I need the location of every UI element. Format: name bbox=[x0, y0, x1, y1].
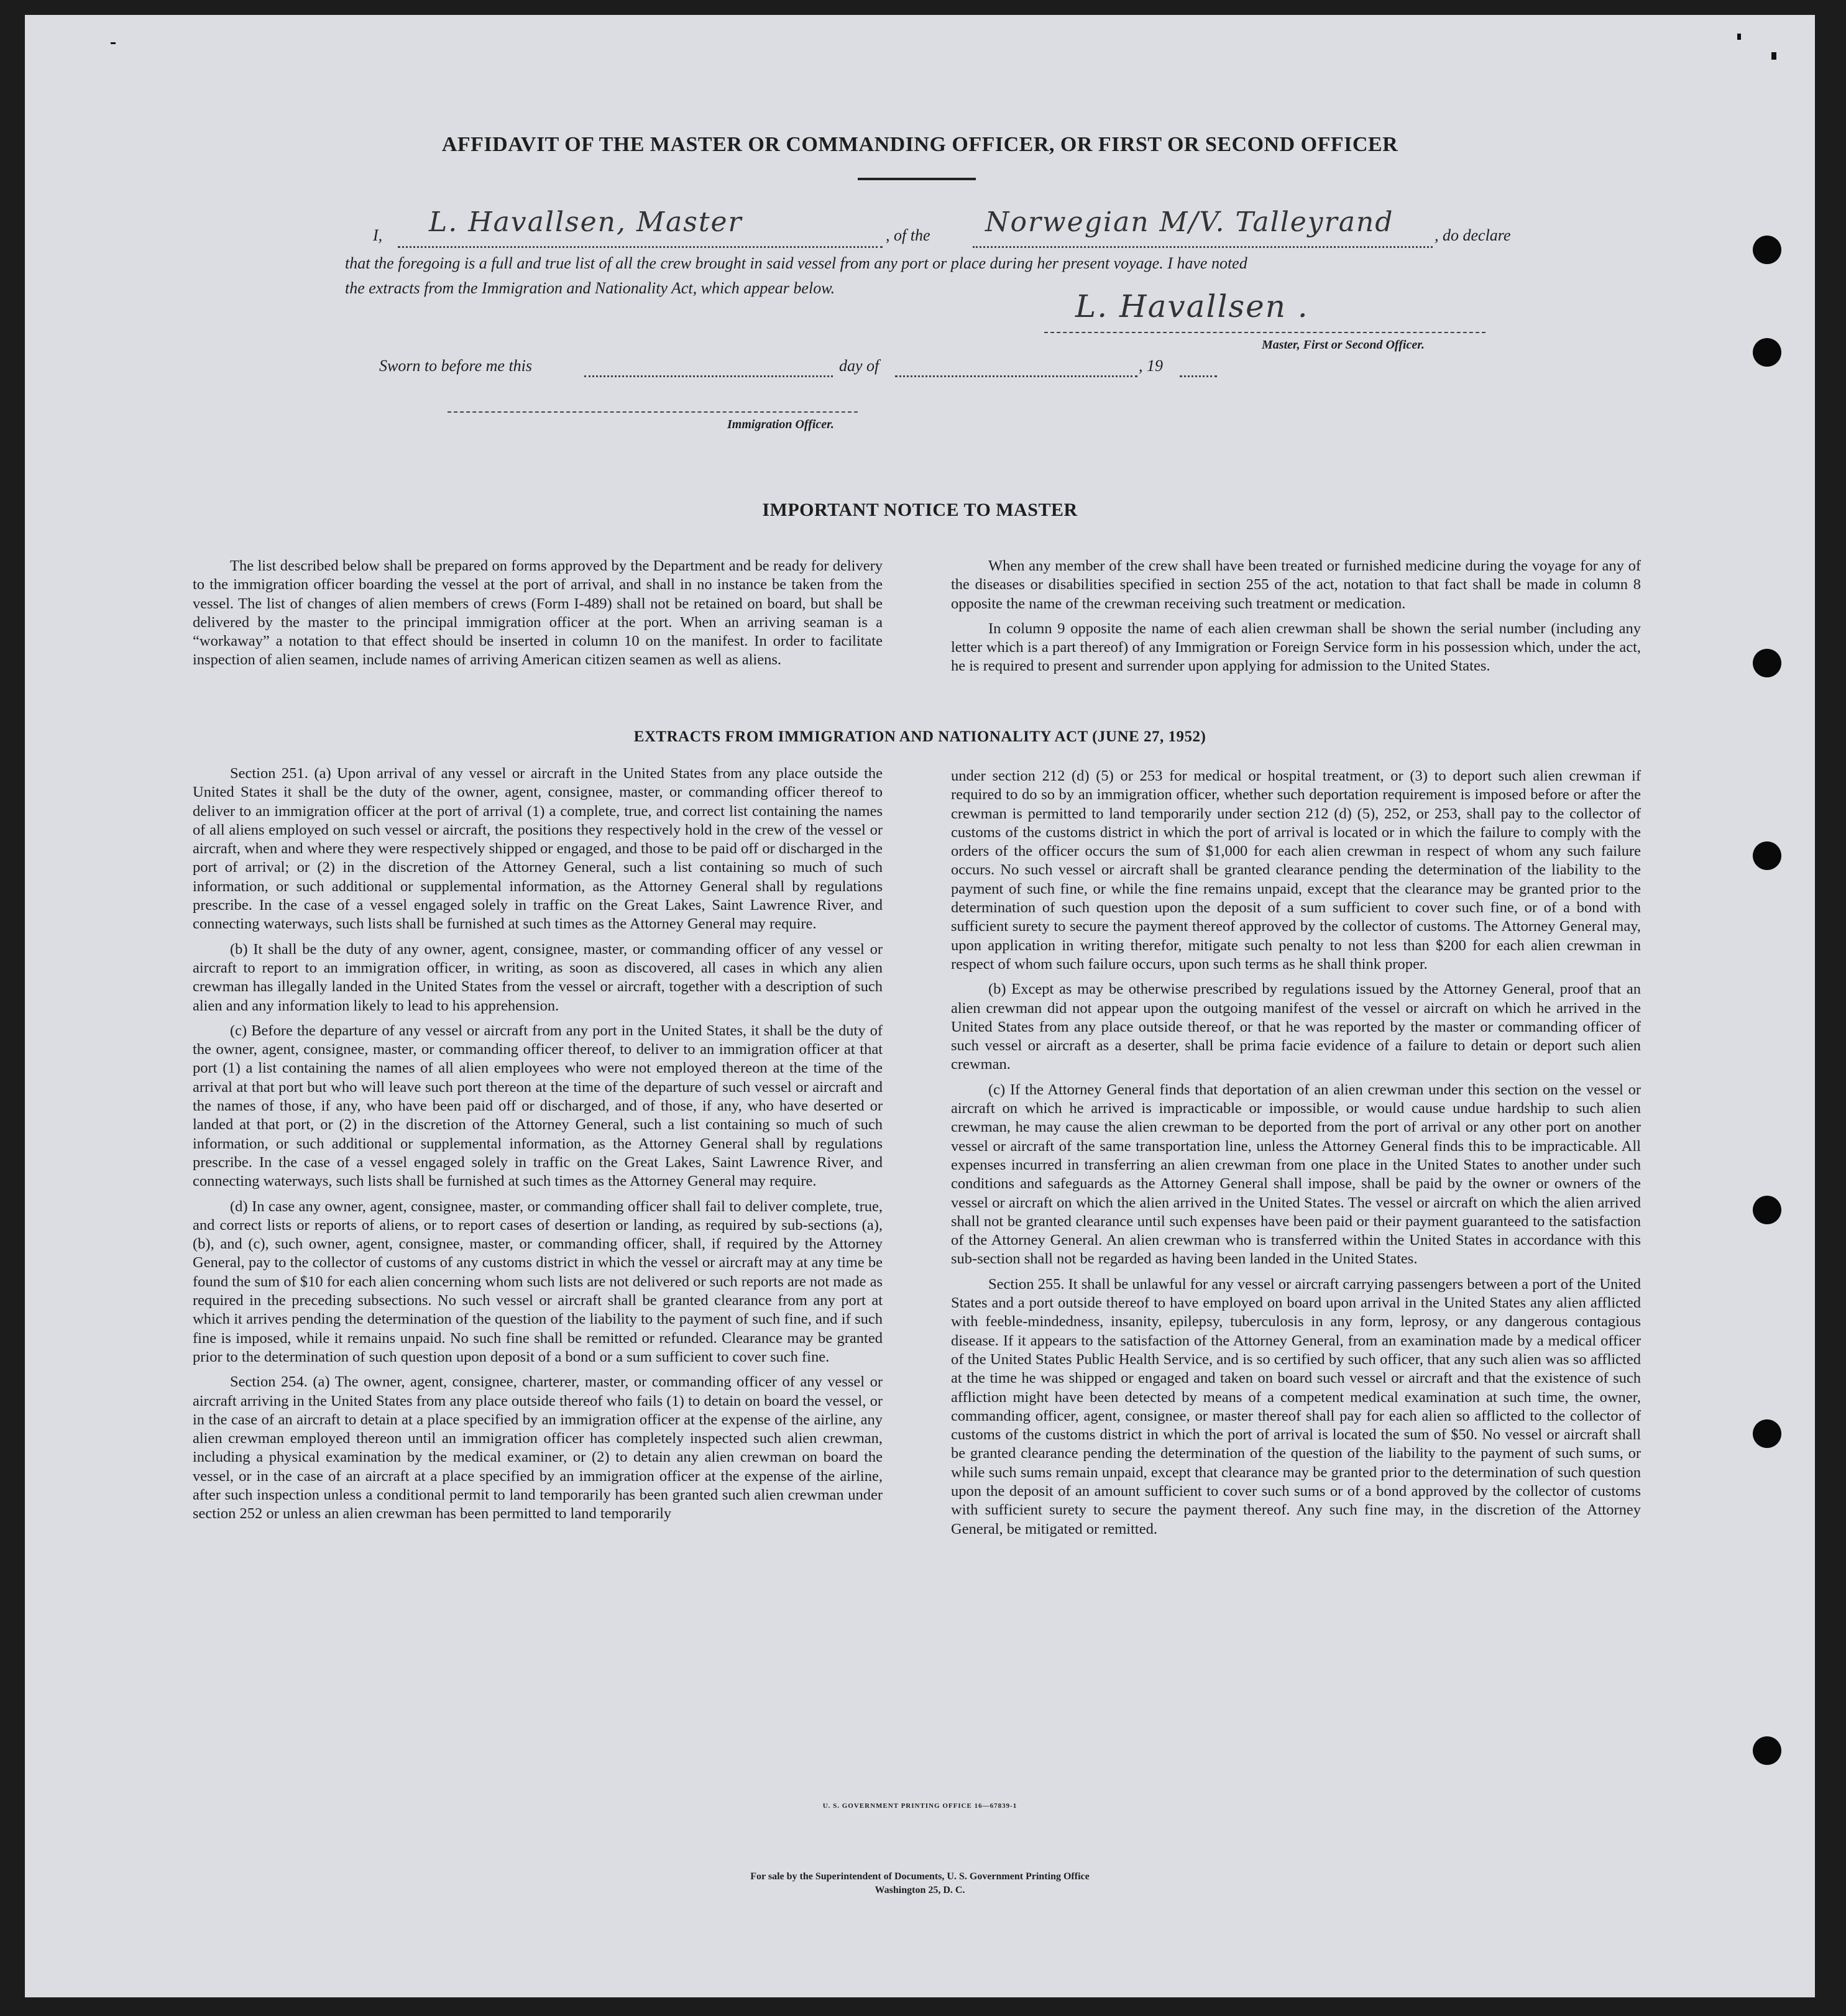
sale-line-2: Washington 25, D. C. bbox=[875, 1885, 965, 1895]
document-page bbox=[25, 15, 1815, 1997]
officer-signature-line bbox=[448, 411, 858, 413]
sworn-day-line bbox=[584, 375, 833, 377]
scan-speck bbox=[1737, 34, 1741, 40]
punch-hole bbox=[1753, 236, 1781, 264]
section-254-a: Section 254. (a) The owner, agent, consignee, charterer, master, or commanding officer of any vessel or aircraft arriving in the United States from any place outside thereof who fails (1) to detain on board the vessel, or in the case of an aircraft to detain at a place specified by an immigration officer at the expense of the airline, any alien crewman employed thereon until an immigration officer has completely inspected such alien crewman, including a physical examination by the medical examiner, or (2) to detain any alien crewman on board the vessel, or in the case of an aircraft at a place specified by an immigration officer at the expense of the airline, after such inspection unless a conditional permit to land temporarily has been granted such alien crewman under section 252 or unless an alien crewman has been permitted to land temporarily bbox=[193, 1373, 883, 1523]
year-label: , 19 bbox=[1139, 357, 1163, 375]
notice-left-paragraph: The list described below shall be prepared on forms approved by the Department and be ready for delivery to the immigration officer boarding the vessel at the port of arrival, and shall in no instance be taken from the vessel. The list of changes of alien members of crews (Form I-489) shall not be retained on board, but shall be delivered by the master to the principal immigration officer at the port. When an arriving seaman is a “workaway” a notation to that effect should be inserted in column 10 on the manifest. In order to facilitate inspection of alien seamen, include names of arriving American citizen seamen as well as aliens. bbox=[193, 557, 883, 669]
statement-line-2: the extracts from the Immigration and Nationality Act, which appear below. bbox=[345, 279, 835, 297]
punch-hole bbox=[1753, 841, 1781, 870]
notice-right-column bbox=[951, 557, 1641, 682]
punch-hole bbox=[1753, 1196, 1781, 1224]
punch-hole bbox=[1753, 649, 1781, 677]
section-254-c: (c) If the Attorney General finds that deportation of an alien crewman under this section on the vessel or aircraft on which he arrived is impracticable or impossible, or would cause undue hardship to such alien crewman, he may cause the alien crewman to be deported from the port of arrival or any other port on another vessel or aircraft of the same transportation line, unless the Attorney General finds this to be impracticable. All expenses incurred in transferring an alien crewman from one place in the United States to another under such conditions and safeguards as the Attorney General shall impose, shall be paid by the owner or owners of the vessel or aircraft on which the alien arrived in the United States. The vessel or aircraft on which the alien arrived shall not be granted clearance until such expenses have been paid or their payment guaranteed to the satisfaction of the Attorney General. An alien crewman who is transferred within the United States in accordance with this sub-section shall not be regarded as having been landed in the United States. bbox=[951, 1081, 1641, 1268]
sale-line-1: For sale by the Superintendent of Documents, U. S. Government Printing Office bbox=[750, 1871, 1090, 1882]
master-name-line bbox=[398, 246, 883, 248]
affidavit-title: AFFIDAVIT OF THE MASTER OR COMMANDING OFFICER, OR FIRST OR SECOND OFFICER bbox=[441, 133, 1398, 156]
signature-caption: Master, First or Second Officer. bbox=[1262, 338, 1425, 352]
notice-right-paragraph-1: When any member of the crew shall have been treated or furnished medicine during the voyage for any of the diseases or disabilities specified in section 255 of the act, notation to that fact shall be made in column 8 opposite the name of the crewman receiving such treatment or medication. bbox=[951, 557, 1641, 612]
vessel-line bbox=[973, 246, 1433, 248]
day-of-label: day of bbox=[839, 357, 879, 375]
scan-speck bbox=[1771, 52, 1776, 60]
signature-line bbox=[1044, 332, 1486, 333]
punch-hole bbox=[1753, 338, 1781, 367]
title-divider bbox=[858, 178, 976, 180]
sworn-month-line bbox=[895, 375, 1137, 377]
officer-caption: Immigration Officer. bbox=[727, 418, 834, 431]
extracts-title: EXTRACTS FROM IMMIGRATION AND NATIONALITY ACT (JUNE 27, 1952) bbox=[633, 728, 1206, 745]
of-the-label: , of the bbox=[886, 226, 930, 244]
i-label: I, bbox=[373, 226, 383, 244]
master-signature: L. Havallsen . bbox=[1075, 288, 1309, 324]
statement-line-1: that the foregoing is a full and true list of all the crew brought in said vessel from any port or place during her present voyage. I have noted bbox=[345, 254, 1247, 272]
section-254-b: (b) Except as may be otherwise prescribed by regulations issued by the Attorney General, proof that an alien crewman did not appear upon the outgoing manifest of the vessel or aircraft on which he arrived in the United States from any place outside thereof, or that he was reported by the master or commanding officer of such vessel or aircraft as a deserter, shall be prima facie evidence of a failure to detain or deport such alien crewman. bbox=[951, 981, 1641, 1073]
section-255: Section 255. It shall be unlawful for any vessel or aircraft carrying passengers between a port of the United States and a port outside thereof to have employed on board upon arrival in the United States any alien afflicted with feeble-mindedness, insanity, epilepsy, tuberculosis in any form, leprosy, or any dangerous contagious disease. If it appears to the satisfaction of the Attorney General, from an examination made by a medical officer of the United States Public Health Service, and is so certified by such officer, that any such alien was so afflicted at the time he was shipped or engaged and taken on board such vessel or aircraft and that the existence of such affliction might have been detected by means of a competent medical examination at such time, the owner, commanding officer, agent, consignee, or master thereof shall pay for each alien so afflicted to the collector of customs of the customs district in which the port of arrival is located the sum of $50. No vessel or aircraft shall be granted clearance pending the determination of the question of the liability to the payment of such sums, or while such sums remain unpaid, except that clearance may be granted prior to the determination of such question upon the deposit of an amount sufficient to cover such sums or of a bond approved by the collector of customs with sufficient surety to secure the payment thereof. Any such fine may, in the discretion of the Attorney General, be mitigated or remitted. bbox=[951, 1275, 1641, 1537]
scan-speck bbox=[111, 42, 116, 44]
sworn-year-line bbox=[1180, 375, 1217, 377]
section-251-d: (d) In case any owner, agent, consignee, master, or commanding officer shall fail to deliver complete, true, and correct lists or reports of aliens, or to report cases of desertion or landing, as required by sub-sections (a), (b), and (c), such owner, agent, consignee, master, or commanding officer, shall, if required by the Attorney General, pay to the collector of customs of any customs district in which the vessel or aircraft may at any time be found the sum of $10 for each alien concerning whom such lists are not delivered or such reports are not made as required in the preceding subsections. No such vessel or aircraft shall be granted clearance from any port at which it arrives pending the determination of the question of the liability to the payment of such fine, and if such fine is imposed, while it remains unpaid. No such fine shall be remitted or refunded. Clearance may be granted prior to the determination of such question upon deposit of a bond or a sum sufficient to cover such fine. bbox=[193, 1198, 883, 1365]
extracts-right-column bbox=[951, 767, 1641, 1545]
punch-hole bbox=[1753, 1736, 1781, 1765]
section-251-b: (b) It shall be the duty of any owner, agent, consignee, master, or commanding officer of any vessel or aircraft to report to an immigration officer, in writing, as soon as discovered, all cases in which any alien crewman has illegally landed in the United States from the vessel or aircraft, together with a description of such alien and any information likely to lead to his apprehension. bbox=[193, 940, 883, 1014]
sworn-label: Sworn to before me this bbox=[379, 357, 533, 375]
section-251-a: Section 251. (a) Upon arrival of any vessel or aircraft in the United States from any place outside the United States it shall be the duty of the owner, agent, consignee, master, or commanding officer thereof to deliver to an immigration officer at the port of arrival (1) a complete, true, and correct list containing the names of all aliens employed on such vessel or aircraft, the positions they respectively hold in the crew of the vessel or aircraft, when and where they were respectively shipped or engaged, and those to be paid off or discharged in the port of arrival; or (2) in the discretion of the Attorney General, such a list containing so much of such information, or such additional or supplemental information, as the Attorney General shall by regulations prescribe. In the case of a vessel engaged solely in traffic on the Great Lakes, Saint Lawrence River, and connecting waterways, such lists shall be furnished at such times as the Attorney General may require. bbox=[193, 765, 883, 933]
master-name-handwritten: L. Havallsen, Master bbox=[429, 206, 743, 238]
notice-left-column bbox=[193, 557, 883, 676]
printing-office-line: U. S. GOVERNMENT PRINTING OFFICE 16—67839-1 bbox=[822, 1802, 1017, 1810]
section-254-a-continued: under section 212 (d) (5) or 253 for medical or hospital treatment, or (3) to deport such alien crewman if required to do so by an immigration officer, whether such deportation requirement is imposed before or after the crewman is permitted to land temporarily under section 212 (d) (5), 252, or 253, shall pay to the collector of customs of the customs district in which the port of arrival is located or in which the failure to comply with the orders of the officer occurs the sum of $1,000 for each alien crewman in respect of whom any such failure occurs. No such vessel or aircraft shall be granted clearance pending the determination of the liability to the payment of such fine, or while the fine remains unpaid, except that the clearance may be granted prior to the determination of such question upon the deposit of a sum sufficient to cover such fine, or of a bond with sufficient surety to secure the payment thereof approved by the collector of customs. The Attorney General may, upon application in writing therefor, mitigate such penalty to not less than $200 for each alien crewman in respect of whom such failure occurs, upon such terms as he shall think proper. bbox=[951, 767, 1641, 973]
section-251-c: (c) Before the departure of any vessel or aircraft from any port in the United States, it shall be the duty of the owner, agent, consignee, master, or commanding officer thereof, to deliver to an immigration officer at that port (1) a list containing the names of all alien employees who were not employed thereon at the time of the arrival at that port but who will leave such port thereon at the time of the departure of such vessel or aircraft and the names of those, if any, who have been paid off or discharged, and of those, if any, who have deserted or landed at that port, or (2) in the discretion of the Attorney General, such a list containing so much of such information, or such additional or supplemental information, as the Attorney General shall by regulations prescribe. In the case of a vessel engaged solely in traffic on the Great Lakes, Saint Lawrence River, and connecting waterways, such lists shall be furnished at such times as the Attorney General may require. bbox=[193, 1022, 883, 1190]
punch-hole bbox=[1753, 1419, 1781, 1448]
notice-title: IMPORTANT NOTICE TO MASTER bbox=[762, 500, 1078, 520]
do-declare-label: , do declare bbox=[1435, 226, 1511, 244]
vessel-handwritten: Norwegian M/V. Talleyrand bbox=[985, 206, 1394, 238]
extracts-left-column bbox=[193, 764, 883, 1530]
notice-right-paragraph-2: In column 9 opposite the name of each alien crewman shall be shown the serial number (including any letter which is a part thereof) of any Immigration or Foreign Service form in his possession which, under the act, he is required to present and surrender upon applying for admission to the United States. bbox=[951, 620, 1641, 675]
